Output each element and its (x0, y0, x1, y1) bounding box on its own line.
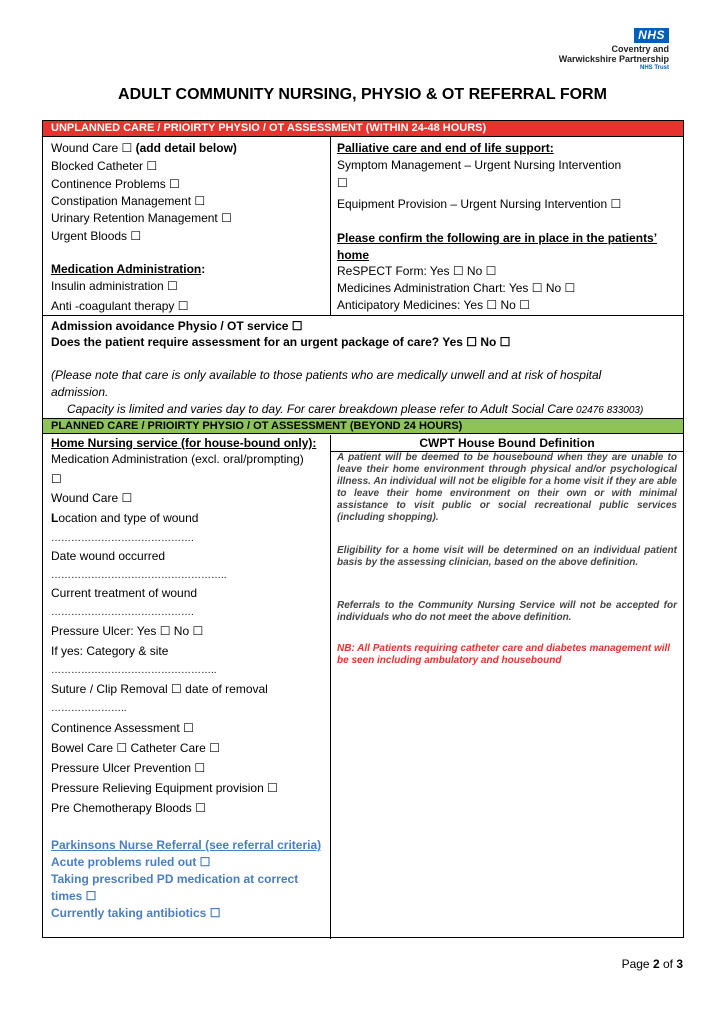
column-divider-unplanned (330, 137, 331, 315)
referral-form-table (42, 120, 684, 938)
urinary-retention-option[interactable]: Urinary Retention Management ☐ (51, 211, 232, 225)
confirm-in-place-heading-cont: home (337, 248, 370, 262)
anticoagulant-therapy-option[interactable]: Anti -coagulant therapy ☐ (51, 299, 189, 313)
medication-administration-checkbox[interactable]: ☐ (51, 472, 62, 486)
symptom-management-checkbox[interactable]: ☐ (337, 176, 348, 190)
trust-name-line-3: NHS Trust (639, 65, 669, 71)
anticipatory-medicines-option[interactable]: Anticipatory Medicines: Yes ☐ No ☐ (337, 298, 530, 312)
housebound-definition-heading: CWPT House Bound Definition (419, 436, 595, 450)
urgent-bloods-option[interactable]: Urgent Bloods ☐ (51, 229, 142, 243)
urgent-package-question[interactable]: Does the patient require assessment for an urgent package of care? Yes ☐ No ☐ (51, 335, 511, 349)
care-availability-note: (Please note that care is only available to those patients who are medically unwell and at risk of hospital (51, 368, 602, 382)
medicines-chart-option[interactable]: Medicines Administration Chart: Yes ☐ No ☐ (337, 281, 576, 295)
trust-name-line-1: Coventry and (611, 44, 669, 54)
catheter-diabetes-note: NB: All Patients requiring catheter care and diabetes management will be seen including ambulatory and housebound (337, 643, 671, 666)
care-availability-note-cont: admission. (51, 385, 109, 399)
form-title: ADULT COMMUNITY NURSING, PHYSIO & OT REFERRAL FORM (118, 86, 607, 103)
date-wound-occurred-field[interactable]: …………………………………………….. (51, 570, 227, 581)
row-divider (43, 315, 683, 316)
housebound-definition-text: A patient will be deemed to be housebound when they are unable to leave their home environment through physical and/or psychological illness. An individual will not be eligible for a home visit if they are able to leave their home environment on their own or with minimal assistance to visit public or social recreational public services (including shopping). (337, 452, 677, 523)
blocked-catheter-option[interactable]: Blocked Catheter ☐ (51, 159, 158, 173)
eligibility-text: Eligibility for a home visit will be determined on an individual patient basis by the assessing clinician, based on the above definition. (337, 545, 677, 568)
pd-medication-checkbox[interactable]: times ☐ (51, 889, 97, 903)
medication-administration-heading: Medication Administration: (51, 262, 206, 276)
bowel-catheter-care-option[interactable]: Bowel Care ☐ Catheter Care ☐ (51, 741, 220, 755)
equipment-provision-option[interactable]: Equipment Provision – Urgent Nursing Intervention ☐ (337, 197, 622, 211)
insulin-administration-option[interactable]: Insulin administration ☐ (51, 279, 178, 293)
parkinsons-referral-heading: Parkinsons Nurse Referral (see referral criteria) (51, 838, 322, 852)
category-site-field[interactable]: ………………………………………….. (51, 665, 217, 676)
date-wound-occurred-label: Date wound occurred (51, 549, 166, 563)
respect-form-option[interactable]: ReSPECT Form: Yes ☐ No ☐ (337, 264, 497, 278)
pd-medication-option: Taking prescribed PD medication at correct (51, 872, 299, 886)
antibiotics-option[interactable]: Currently taking antibiotics ☐ (51, 906, 221, 920)
nhs-logo-mark: NHS (634, 28, 669, 43)
confirm-in-place-heading: Please confirm the following are in place in the patients’ (337, 231, 658, 245)
trust-name-line-2: Warwickshire Partnership (558, 54, 669, 64)
pressure-ulcer-prevention-option[interactable]: Pressure Ulcer Prevention ☐ (51, 761, 206, 775)
referrals-acceptance-text: Referrals to the Community Nursing Service will not be accepted for individuals who do not meet the above definition. (337, 600, 677, 623)
continence-assessment-option[interactable]: Continence Assessment ☐ (51, 721, 194, 735)
symptom-management-option: Symptom Management – Urgent Nursing Intervention (337, 158, 622, 172)
current-treatment-label: Current treatment of wound (51, 586, 198, 600)
medication-administration-option: Medication Administration (excl. oral/prompting) (51, 452, 304, 466)
pressure-ulcer-option[interactable]: Pressure Ulcer: Yes ☐ No ☐ (51, 624, 204, 638)
wound-location-label: Location and type of wound (51, 511, 199, 525)
wound-location-field[interactable]: ……………………………………. (51, 533, 194, 544)
wound-care-option[interactable]: Wound Care ☐ (add detail below) (51, 141, 237, 155)
palliative-care-heading: Palliative care and end of life support: (337, 141, 554, 155)
current-treatment-field[interactable]: ……………………………………. (51, 607, 194, 618)
continence-problems-option[interactable]: Continence Problems ☐ (51, 177, 180, 191)
acute-problems-option[interactable]: Acute problems ruled out ☐ (51, 855, 211, 869)
page-number: Page 2 of 3 (621, 957, 683, 971)
constipation-management-option[interactable]: Constipation Management ☐ (51, 194, 206, 208)
pressure-equipment-option[interactable]: Pressure Relieving Equipment provision ☐ (51, 781, 278, 795)
planned-care-header: PLANNED CARE / PRIOIRTY PHYSIO / OT ASSESSMENT (BEYOND 24 HOURS) (43, 418, 683, 434)
category-site-label: If yes: Category & site (51, 644, 169, 658)
suture-removal-date-field[interactable]: ………………….. (51, 703, 127, 714)
chemotherapy-bloods-option[interactable]: Pre Chemotherapy Bloods ☐ (51, 801, 206, 815)
nhs-logo (559, 26, 669, 72)
admission-avoidance-option[interactable]: Admission avoidance Physio / OT service ☐ (51, 319, 303, 333)
planned-wound-care-option[interactable]: Wound Care ☐ (51, 491, 133, 505)
capacity-note: Capacity is limited and varies day to day. For carer breakdown please refer to Adult Social Care 02476 833003) (67, 402, 644, 416)
suture-removal-option[interactable]: Suture / Clip Removal ☐ date of removal (51, 682, 268, 696)
home-nursing-heading: Home Nursing service (for house-bound only): (51, 436, 317, 450)
unplanned-care-header: UNPLANNED CARE / PRIOIRTY PHYSIO / OT ASSESSMENT (WITHIN 24-48 HOURS) (43, 121, 683, 137)
column-divider-planned (330, 435, 331, 939)
